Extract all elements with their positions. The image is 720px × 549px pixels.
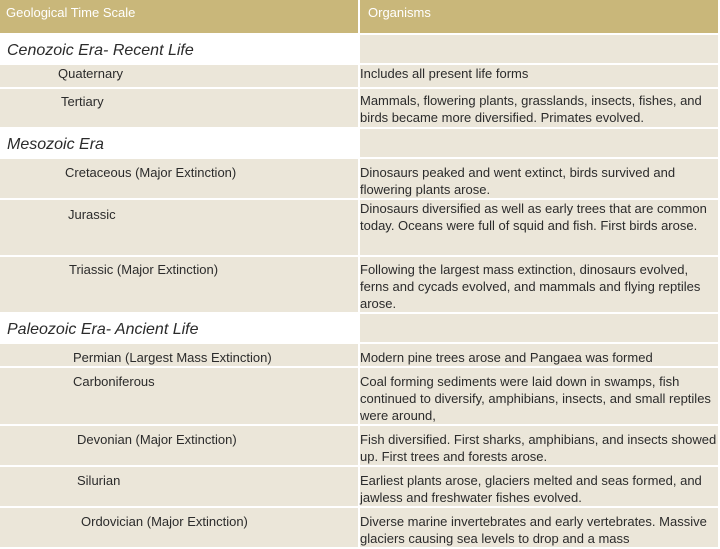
table-row (0, 508, 720, 549)
table-row (0, 89, 720, 129)
period-ordovician: Ordovician (Major Extinction) (0, 508, 360, 549)
period-triassic: Triassic (Major Extinction) (0, 257, 360, 314)
period-cretaceous: Cretaceous (Major Extinction) (0, 159, 360, 200)
period-permian: Permian (Largest Mass Extinction) (0, 344, 360, 368)
organisms-triassic: Following the largest mass extinction, dinosaurs evolved, ferns and cycads evolved, and mammals and flying reptiles arose. (360, 257, 720, 314)
period-devonian: Devonian (Major Extinction) (0, 426, 360, 467)
table-row (0, 426, 720, 467)
organisms-permian: Modern pine trees arose and Pangaea was formed (360, 344, 720, 368)
era-label-cenozoic: Cenozoic Era- Recent Life (0, 35, 360, 65)
period-tertiary: Tertiary (0, 89, 360, 129)
period-silurian: Silurian (0, 467, 360, 508)
table-header-row (0, 0, 720, 35)
table-row (0, 257, 720, 314)
period-carboniferous: Carboniferous (0, 368, 360, 426)
organisms-ordovician: Diverse marine invertebrates and early vertebrates. Massive glaciers causing sea levels to drop and a mass (360, 508, 720, 549)
table-row (0, 467, 720, 508)
table-row (0, 65, 720, 89)
period-quaternary: Quaternary (0, 65, 360, 89)
header-organisms: Organisms (360, 0, 720, 35)
header-geological-time-scale: Geological Time Scale (0, 0, 360, 35)
era-label-mesozoic: Mesozoic Era (0, 129, 360, 159)
organisms-tertiary: Mammals, flowering plants, grasslands, insects, fishes, and birds became more diversified. Primates evolved. (360, 89, 720, 129)
era-row-mesozoic (0, 129, 720, 159)
era-row-cenozoic (0, 35, 720, 65)
table-row (0, 200, 720, 257)
organisms-silurian: Earliest plants arose, glaciers melted and seas formed, and jawless and freshwater fishes evolved. (360, 467, 720, 508)
period-jurassic: Jurassic (0, 200, 360, 257)
table-row (0, 344, 720, 368)
table-row (0, 159, 720, 200)
table-row (0, 368, 720, 426)
organisms-carboniferous: Coal forming sediments were laid down in swamps, fish continued to diversify, amphibians, insects, and small reptiles were around, (360, 368, 720, 426)
organisms-devonian: Fish diversified. First sharks, amphibians, and insects showed up. First trees and forests arose. (360, 426, 720, 467)
organisms-quaternary: Includes all present life forms (360, 65, 720, 89)
era-row-paleozoic (0, 314, 720, 344)
era-label-paleozoic: Paleozoic Era- Ancient Life (0, 314, 360, 344)
organisms-jurassic: Dinosaurs diversified as well as early trees that are common today. Oceans were full of squid and fish. First birds arose. (360, 200, 720, 257)
organisms-cretaceous: Dinosaurs peaked and went extinct, birds survived and flowering plants arose. (360, 159, 720, 200)
